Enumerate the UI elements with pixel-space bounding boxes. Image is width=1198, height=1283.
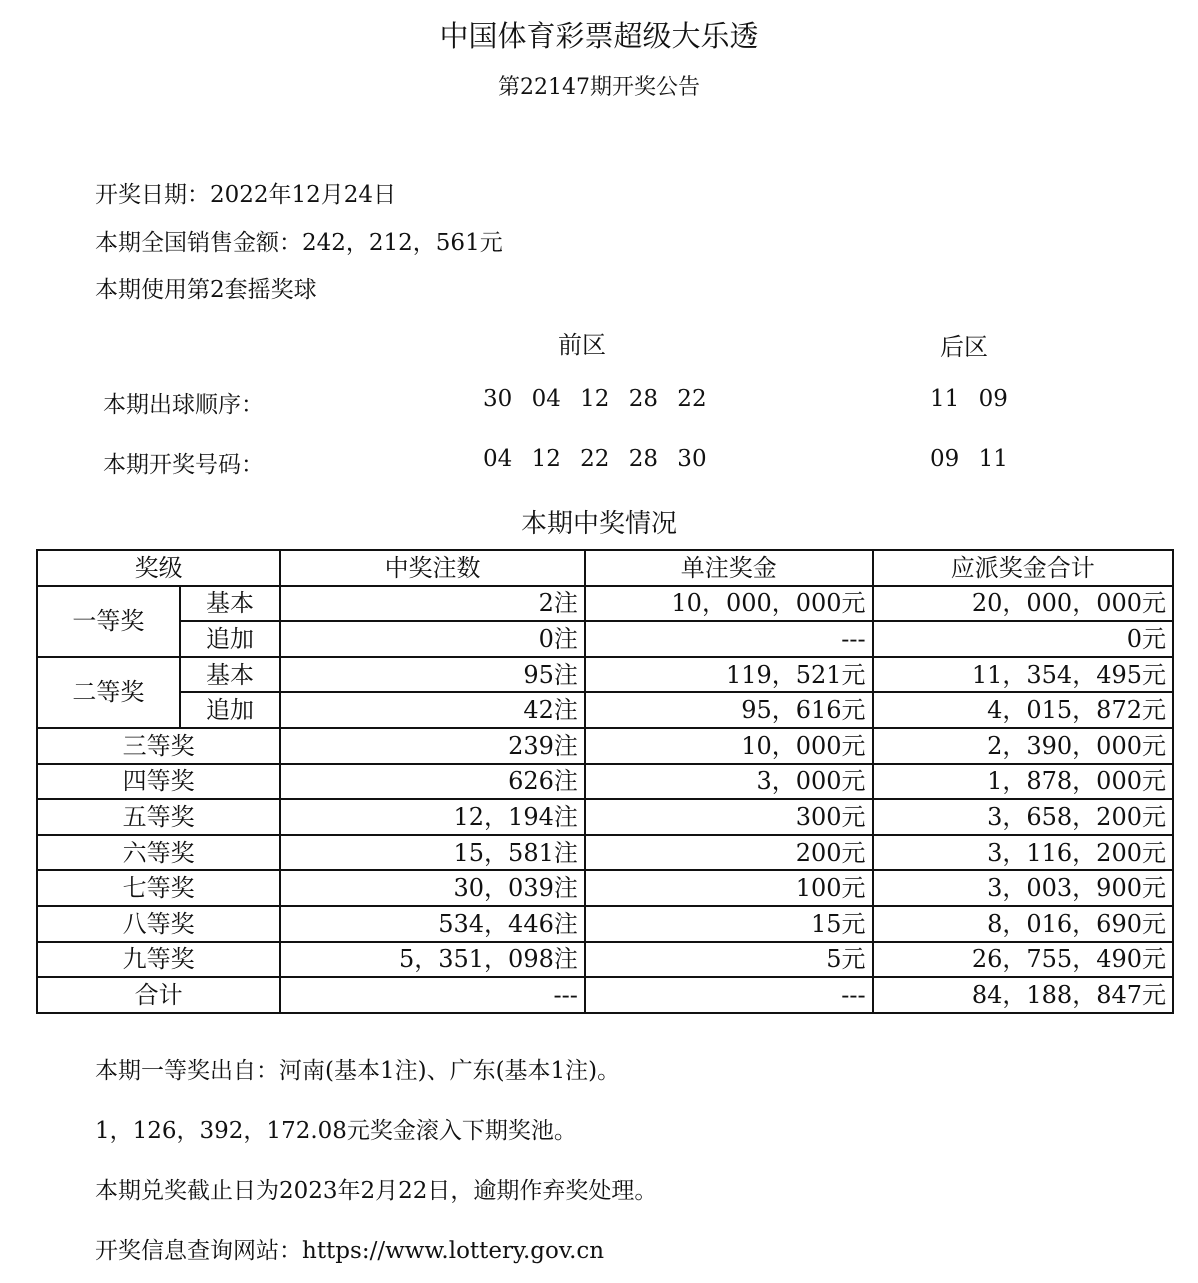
count-cell: 626注 [280, 764, 585, 800]
back-zone-label: 后区 [940, 333, 988, 361]
count-cell: 5，351，098注 [280, 942, 585, 978]
unit-cell: 10，000，000元 [585, 586, 873, 622]
table-summary-row [37, 977, 1173, 1013]
unit-cell: 10，000元 [585, 728, 873, 764]
level-cell: 三等奖 [37, 728, 280, 764]
level-cell: 四等奖 [37, 764, 280, 800]
winning-numbers-label: 本期开奖号码： [103, 452, 264, 478]
unit-cell: 3，000元 [585, 764, 873, 800]
summary-total-cell: 84，188，847元 [873, 977, 1173, 1013]
level-cell: 八等奖 [37, 906, 280, 942]
header-level: 奖级 [37, 550, 280, 586]
level-cell: 九等奖 [37, 942, 280, 978]
jackpot-rollover: 1，126，392，172.08元奖金滚入下期奖池。 [95, 1118, 577, 1144]
total-cell: 3，658，200元 [873, 799, 1173, 835]
level-cell: 六等奖 [37, 835, 280, 871]
table-row [37, 942, 1173, 978]
ball-set: 本期使用第2套摇奖球 [95, 277, 317, 303]
total-cell: 3，003，900元 [873, 870, 1173, 906]
unit-cell: 100元 [585, 870, 873, 906]
prize-section-title: 本期中奖情况 [520, 509, 677, 539]
table-row [37, 764, 1173, 800]
summary-unit-cell: --- [585, 977, 873, 1013]
sub-level-cell: 基本 [180, 657, 280, 693]
header-unit: 单注奖金 [585, 550, 873, 586]
sub-level-cell: 追加 [180, 621, 280, 657]
count-cell: 95注 [280, 657, 585, 693]
winning-front: 04 12 22 28 30 [483, 446, 707, 472]
table-row [37, 870, 1173, 906]
count-cell: 239注 [280, 728, 585, 764]
draw-order-label: 本期出球顺序： [103, 392, 264, 418]
count-cell: 534，446注 [280, 906, 585, 942]
table-row [37, 728, 1173, 764]
table-row [37, 799, 1173, 835]
table-header-row [37, 550, 1173, 586]
header-total: 应派奖金合计 [873, 550, 1173, 586]
count-cell: 42注 [280, 692, 585, 728]
unit-cell: 200元 [585, 835, 873, 871]
header-count: 中奖注数 [280, 550, 585, 586]
total-cell: 26，755，490元 [873, 942, 1173, 978]
unit-cell: 300元 [585, 799, 873, 835]
winning-back: 09 11 [930, 446, 1008, 472]
draw-order-back: 11 09 [930, 386, 1008, 412]
count-cell: 12，194注 [280, 799, 585, 835]
unit-cell: --- [585, 621, 873, 657]
level-cell: 五等奖 [37, 799, 280, 835]
unit-cell: 95，616元 [585, 692, 873, 728]
count-cell: 15，581注 [280, 835, 585, 871]
total-cell: 20，000，000元 [873, 586, 1173, 622]
page-title: 中国体育彩票超级大乐透 [439, 19, 759, 53]
level-cell: 一等奖 [37, 586, 180, 657]
summary-count-cell: --- [280, 977, 585, 1013]
count-cell: 2注 [280, 586, 585, 622]
sub-level-cell: 追加 [180, 692, 280, 728]
draw-order-front: 30 04 12 28 22 [483, 386, 707, 412]
table-row [37, 621, 1173, 657]
total-cell: 11，354，495元 [873, 657, 1173, 693]
claim-deadline: 本期兑奖截止日为2023年2月22日，逾期作弃奖处理。 [95, 1178, 658, 1204]
table-row [37, 906, 1173, 942]
table-row [37, 657, 1173, 693]
issue-subtitle: 第22147期开奖公告 [498, 75, 700, 100]
table-row [37, 835, 1173, 871]
summary-label-cell: 合计 [37, 977, 280, 1013]
unit-cell: 15元 [585, 906, 873, 942]
info-website: 开奖信息查询网站：https://www.lottery.gov.cn [95, 1238, 605, 1264]
level-cell: 二等奖 [37, 657, 180, 728]
total-cell: 8，016，690元 [873, 906, 1173, 942]
level-cell: 七等奖 [37, 870, 280, 906]
draw-date: 开奖日期：2022年12月24日 [95, 182, 397, 208]
first-prize-origin: 本期一等奖出自：河南(基本1注)、广东(基本1注)。 [95, 1058, 621, 1084]
table-row [37, 586, 1173, 622]
count-cell: 0注 [280, 621, 585, 657]
total-cell: 4，015，872元 [873, 692, 1173, 728]
sales-amount: 本期全国销售金额：242，212，561元 [95, 230, 503, 256]
unit-cell: 119，521元 [585, 657, 873, 693]
total-cell: 2，390，000元 [873, 728, 1173, 764]
unit-cell: 5元 [585, 942, 873, 978]
sub-level-cell: 基本 [180, 586, 280, 622]
total-cell: 3，116，200元 [873, 835, 1173, 871]
front-zone-label: 前区 [558, 331, 606, 359]
total-cell: 0元 [873, 621, 1173, 657]
total-cell: 1，878，000元 [873, 764, 1173, 800]
count-cell: 30，039注 [280, 870, 585, 906]
table-row [37, 692, 1173, 728]
prize-table [36, 549, 1174, 1014]
